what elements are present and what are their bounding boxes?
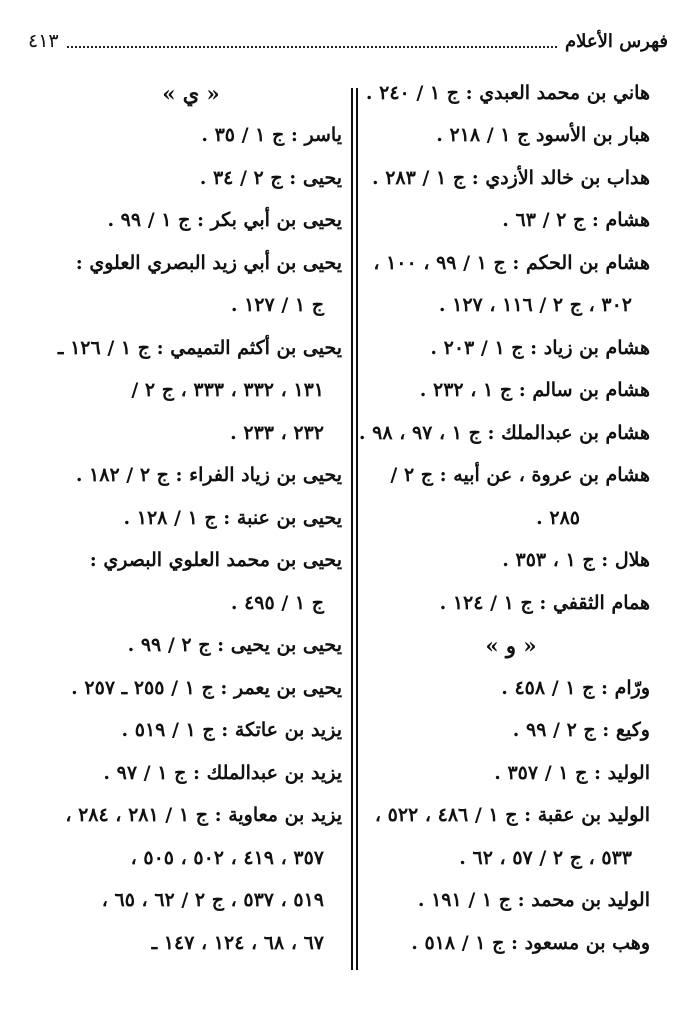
column-divider <box>356 88 358 970</box>
running-header <box>28 26 668 56</box>
index-entry: يحيى بن أبي بكر : ج ١ / ٩٩ . <box>107 209 342 232</box>
index-entry-continuation: ٦٧ ، ٦٨ ، ١٢٤ ، ١٤٧ ـ <box>151 931 324 954</box>
index-entry-continuation: ج ١ / ١٢٧ . <box>230 294 324 317</box>
index-entry: هبار بن الأسود ج ١ / ٢١٨ . <box>436 124 650 147</box>
index-entry: ورّام : ج ١ / ٤٥٨ . <box>501 676 650 699</box>
index-entry: هاني بن محمد العبدي : ج ١ / ٢٤٠ . <box>365 81 650 104</box>
index-entry: هشام بن الحكم : ج ١ / ٩٩ ، ١٠٠ ، <box>373 251 650 274</box>
index-entry-continuation: ٣٠٢ ، ج ٢ / ١١٦ ، ١٢٧ . <box>438 294 632 317</box>
index-entry: يحيى بن يعمر : ج ١ / ٢٥٥ ـ ٢٥٧ . <box>71 676 342 699</box>
column-divider <box>351 88 353 970</box>
index-entry: وكيع : ج ٢ / ٩٩ . <box>512 719 650 742</box>
section-letter-heading: « ي » <box>162 80 220 106</box>
index-entry-continuation: ٢٣٢ ، ٢٣٣ . <box>230 421 324 444</box>
section-letter-heading: « و » <box>485 633 537 659</box>
index-entry: يزيد بن عبدالملك : ج ١ / ٩٧ . <box>103 761 342 784</box>
index-entry-continuation: ٣٥٧ ، ٤١٩ ، ٥٠٢ ، ٥٠٥ ، <box>130 846 324 869</box>
index-entry: هداب بن خالد الأزدي : ج ١ / ٢٨٣ . <box>371 166 650 189</box>
index-entry: يحيى بن محمد العلوي البصري : <box>89 549 342 572</box>
index-entry: يزيد بن معاوية : ج ١ / ٢٨١ ، ٢٨٤ ، <box>65 804 342 827</box>
index-entry-continuation: ج ١ / ٤٩٥ . <box>230 591 324 614</box>
index-entry: هشام بن سالم : ج ١ ، ٢٣٢ . <box>419 379 650 402</box>
page-number: ٤١٣ <box>28 30 59 52</box>
index-entry: همام الثقفي : ج ١ / ١٢٤ . <box>439 591 650 614</box>
index-entry: يحيى بن أبي زيد البصري العلوي : <box>75 251 342 274</box>
index-entry: هشام بن عروة ، عن أبيه : ج ٢ / <box>390 464 650 487</box>
index-column-left <box>40 72 342 965</box>
index-entry-continuation: ٢٨٥ . <box>536 506 580 529</box>
index-entry: الوليد : ج ١ / ٣٥٧ . <box>494 761 650 784</box>
index-entry-continuation: ٥١٩ ، ٥٣٧ ، ج ٢ / ٦٢ ، ٦٥ ، <box>101 889 324 912</box>
header-title: فهرس الأعلام <box>565 30 668 52</box>
index-entry: يحيى بن عنبة : ج ١ / ١٢٨ . <box>123 506 342 529</box>
index-entry: هشام بن زياد : ج ١ / ٢٠٣ . <box>430 336 650 359</box>
index-entry: هشام بن عبدالملك : ج ١ ، ٩٧ ، ٩٨ . <box>358 421 650 444</box>
index-entry: وهب بن مسعود : ج ١ / ٥١٨ . <box>411 931 650 954</box>
index-entry: يحيى بن يحيى : ج ٢ / ٩٩ . <box>127 634 342 657</box>
index-entry-continuation: ٥٣٣ ، ج ٢ / ٥٧ ، ٦٢ . <box>459 846 632 869</box>
index-column-right <box>358 72 650 965</box>
index-entry-continuation: ١٣١ ، ٣٣٢ ، ٣٣٣ ، ج ٢ / <box>131 379 324 402</box>
index-entry: يحيى بن زياد الفراء : ج ٢ / ١٨٢ . <box>75 464 342 487</box>
leader-dots <box>67 46 557 48</box>
index-entry: ياسر : ج ١ / ٣٥ . <box>201 124 342 147</box>
index-entry: الوليد بن عقبة : ج ١ / ٤٨٦ ، ٥٢٢ ، <box>374 804 650 827</box>
index-entry: يحيى : ج ٢ / ٣٤ . <box>199 166 342 189</box>
index-entry: يزيد بن عاتكة : ج ١ / ٥١٩ . <box>121 719 342 742</box>
index-entry: هشام : ج ٢ / ٦٣ . <box>502 209 650 232</box>
index-entry: يحيى بن أكثم التميمي : ج ١ / ١٢٦ ـ <box>57 336 342 359</box>
index-entry: الوليد بن محمد : ج ١ / ١٩١ . <box>417 889 650 912</box>
index-entry: هلال : ج ١ ، ٣٥٣ . <box>502 549 650 572</box>
